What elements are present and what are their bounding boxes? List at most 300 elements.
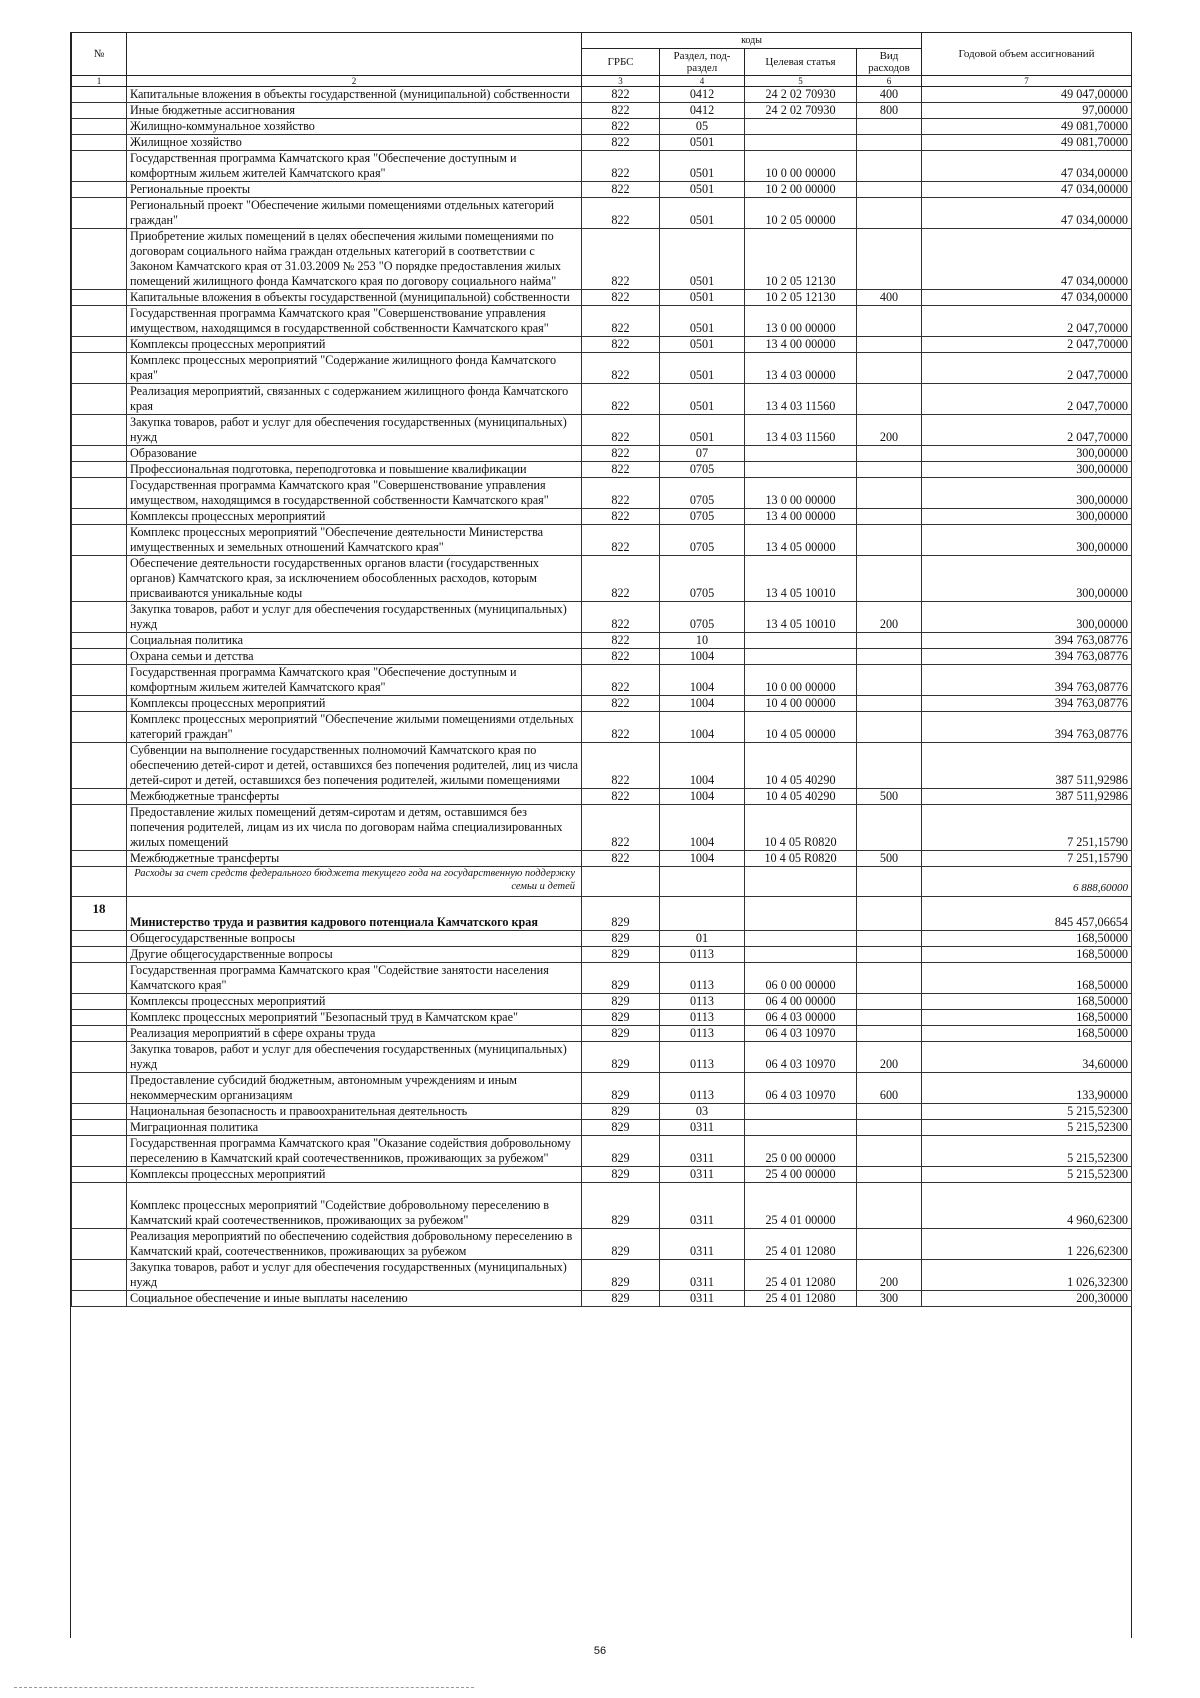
row-section: 0412 xyxy=(660,87,745,103)
row-name: Государственная программа Камчатского края "Совершенствование управления имуществом, находящимся в государственной собственности Камчатского края" xyxy=(127,306,582,337)
row-number xyxy=(72,1042,127,1073)
row-target: 24 2 02 70930 xyxy=(745,103,857,119)
row-grbs: 822 xyxy=(582,665,660,696)
row-exp-type xyxy=(857,446,922,462)
row-target: 06 4 00 00000 xyxy=(745,994,857,1010)
row-target xyxy=(745,947,857,963)
table-row xyxy=(72,712,1132,743)
row-exp-type xyxy=(857,805,922,851)
row-section xyxy=(660,897,745,931)
row-section: 0705 xyxy=(660,462,745,478)
row-target: 13 4 00 00000 xyxy=(745,337,857,353)
row-number xyxy=(72,1026,127,1042)
row-number: 18 xyxy=(72,897,127,931)
index-cell: 4 xyxy=(660,76,745,87)
row-amount: 4 960,62300 xyxy=(922,1183,1132,1229)
row-grbs: 822 xyxy=(582,556,660,602)
row-grbs: 822 xyxy=(582,182,660,198)
row-amount: 845 457,06654 xyxy=(922,897,1132,931)
row-name: Закупка товаров, работ и услуг для обеспечения государственных (муниципальных) нужд xyxy=(127,1042,582,1073)
row-section: 0501 xyxy=(660,151,745,182)
row-name: Жилищно-коммунальное хозяйство xyxy=(127,119,582,135)
table-row xyxy=(72,897,1132,931)
row-number xyxy=(72,743,127,789)
row-target xyxy=(745,633,857,649)
row-amount: 5 215,52300 xyxy=(922,1104,1132,1120)
row-section: 0311 xyxy=(660,1229,745,1260)
index-cell: 3 xyxy=(582,76,660,87)
table-row xyxy=(72,306,1132,337)
row-section: 0501 xyxy=(660,135,745,151)
row-section: 05 xyxy=(660,119,745,135)
row-amount: 49 047,00000 xyxy=(922,87,1132,103)
row-name: Социальное обеспечение и иные выплаты населению xyxy=(127,1291,582,1307)
table-row xyxy=(72,182,1132,198)
row-exp-type: 200 xyxy=(857,602,922,633)
table-row xyxy=(72,1042,1132,1073)
row-section: 1004 xyxy=(660,696,745,712)
row-name: Комплекс процессных мероприятий "Обеспечение деятельности Министерства имущественных и земельных отношений Камчатского края" xyxy=(127,525,582,556)
row-section: 1004 xyxy=(660,805,745,851)
row-amount: 1 226,62300 xyxy=(922,1229,1132,1260)
row-grbs: 822 xyxy=(582,462,660,478)
row-name: Другие общегосударственные вопросы xyxy=(127,947,582,963)
row-name: Региональный проект "Обеспечение жилыми помещениями отдельных категорий граждан" xyxy=(127,198,582,229)
table-row xyxy=(72,290,1132,306)
row-exp-type: 200 xyxy=(857,1042,922,1073)
row-amount: 394 763,08776 xyxy=(922,665,1132,696)
table-row xyxy=(72,851,1132,867)
row-amount: 5 215,52300 xyxy=(922,1167,1132,1183)
row-name: Комплексы процессных мероприятий xyxy=(127,1167,582,1183)
table-row xyxy=(72,743,1132,789)
row-amount: 6 888,60000 xyxy=(922,867,1132,897)
row-target xyxy=(745,1120,857,1136)
row-exp-type xyxy=(857,1183,922,1229)
row-section: 1004 xyxy=(660,665,745,696)
row-amount: 387 511,92986 xyxy=(922,743,1132,789)
row-exp-type xyxy=(857,556,922,602)
row-exp-type xyxy=(857,1167,922,1183)
table-row xyxy=(72,1167,1132,1183)
table-row xyxy=(72,525,1132,556)
header-amount: Годовой объем ассигнований xyxy=(922,33,1132,76)
row-number xyxy=(72,649,127,665)
row-target: 06 0 00 00000 xyxy=(745,963,857,994)
row-amount: 97,00000 xyxy=(922,103,1132,119)
row-number xyxy=(72,384,127,415)
row-section: 0705 xyxy=(660,478,745,509)
table-row xyxy=(72,633,1132,649)
row-exp-type xyxy=(857,963,922,994)
row-name: Комплекс процессных мероприятий "Безопасный труд в Камчатском крае" xyxy=(127,1010,582,1026)
table-body xyxy=(72,87,1132,1307)
row-amount: 394 763,08776 xyxy=(922,712,1132,743)
row-target: 13 4 03 11560 xyxy=(745,415,857,446)
row-target: 10 2 00 00000 xyxy=(745,182,857,198)
row-grbs: 829 xyxy=(582,994,660,1010)
header-target: Целевая статья xyxy=(745,49,857,76)
row-target xyxy=(745,931,857,947)
row-exp-type xyxy=(857,306,922,337)
row-exp-type xyxy=(857,478,922,509)
row-number xyxy=(72,182,127,198)
row-section: 0113 xyxy=(660,994,745,1010)
row-section: 0501 xyxy=(660,290,745,306)
row-name: Комплекс процессных мероприятий "Обеспечение жилыми помещениями отдельных категорий граждан" xyxy=(127,712,582,743)
row-grbs: 829 xyxy=(582,897,660,931)
row-target: 13 0 00 00000 xyxy=(745,306,857,337)
row-amount: 168,50000 xyxy=(922,994,1132,1010)
row-exp-type xyxy=(857,649,922,665)
table-row xyxy=(72,947,1132,963)
table-row xyxy=(72,1104,1132,1120)
row-section: 1004 xyxy=(660,743,745,789)
row-section: 0705 xyxy=(660,525,745,556)
row-number xyxy=(72,602,127,633)
table-row xyxy=(72,649,1132,665)
row-grbs: 829 xyxy=(582,1120,660,1136)
row-grbs: 829 xyxy=(582,1010,660,1026)
table-row xyxy=(72,446,1132,462)
row-target xyxy=(745,462,857,478)
row-name: Реализация мероприятий по обеспечению содействия добровольному переселению в Камчатский край, соотечественников, проживающих за рубежом xyxy=(127,1229,582,1260)
row-exp-type xyxy=(857,135,922,151)
row-target: 10 2 05 00000 xyxy=(745,198,857,229)
row-grbs: 829 xyxy=(582,1026,660,1042)
row-grbs: 829 xyxy=(582,1073,660,1104)
table-row xyxy=(72,353,1132,384)
row-name: Капитальные вложения в объекты государственной (муниципальной) собственности xyxy=(127,290,582,306)
row-name: Закупка товаров, работ и услуг для обеспечения государственных (муниципальных) нужд xyxy=(127,1260,582,1291)
row-amount: 47 034,00000 xyxy=(922,198,1132,229)
row-amount: 300,00000 xyxy=(922,602,1132,633)
row-amount: 49 081,70000 xyxy=(922,119,1132,135)
row-name: Государственная программа Камчатского края "Оказание содействия добровольному переселению в Камчатский край соотечественников, проживающих за рубежом" xyxy=(127,1136,582,1167)
row-number xyxy=(72,229,127,290)
row-exp-type xyxy=(857,151,922,182)
row-amount: 168,50000 xyxy=(922,947,1132,963)
row-target xyxy=(745,135,857,151)
row-exp-type xyxy=(857,337,922,353)
row-target: 13 4 05 10010 xyxy=(745,556,857,602)
row-grbs: 822 xyxy=(582,602,660,633)
row-grbs: 822 xyxy=(582,649,660,665)
row-grbs: 829 xyxy=(582,1183,660,1229)
row-amount: 34,60000 xyxy=(922,1042,1132,1073)
row-target xyxy=(745,119,857,135)
row-grbs: 822 xyxy=(582,151,660,182)
row-number xyxy=(72,789,127,805)
row-number xyxy=(72,1260,127,1291)
row-target: 25 4 00 00000 xyxy=(745,1167,857,1183)
row-name: Комплексы процессных мероприятий xyxy=(127,337,582,353)
row-number xyxy=(72,87,127,103)
index-cell: 1 xyxy=(72,76,127,87)
table-row xyxy=(72,337,1132,353)
row-amount: 300,00000 xyxy=(922,478,1132,509)
row-name: Комплекс процессных мероприятий "Содержание жилищного фонда Камчатского края" xyxy=(127,353,582,384)
row-grbs: 822 xyxy=(582,696,660,712)
header-name xyxy=(127,33,582,76)
row-number xyxy=(72,851,127,867)
row-target: 10 4 05 00000 xyxy=(745,712,857,743)
row-grbs: 829 xyxy=(582,1229,660,1260)
row-section: 1004 xyxy=(660,789,745,805)
row-name: Общегосударственные вопросы xyxy=(127,931,582,947)
row-section: 07 xyxy=(660,446,745,462)
row-name: Государственная программа Камчатского края "Совершенствование управления имуществом, находящимся в государственной собственности Камчатского края" xyxy=(127,478,582,509)
row-number xyxy=(72,1104,127,1120)
row-grbs: 822 xyxy=(582,478,660,509)
row-grbs: 829 xyxy=(582,931,660,947)
header-grbs: ГРБС xyxy=(582,49,660,76)
row-number xyxy=(72,103,127,119)
row-grbs: 822 xyxy=(582,851,660,867)
row-grbs: 822 xyxy=(582,103,660,119)
row-exp-type xyxy=(857,525,922,556)
row-grbs: 822 xyxy=(582,509,660,525)
row-amount: 47 034,00000 xyxy=(922,182,1132,198)
row-number xyxy=(72,805,127,851)
row-exp-type: 600 xyxy=(857,1073,922,1104)
row-name: Субвенции на выполнение государственных полномочий Камчатского края по обеспечению детей-сирот и детей, оставшихся без попечения родителей, лиц из числа детей-сирот и детей, оставшихся без попечения родителей, жилыми помещениями xyxy=(127,743,582,789)
row-section: 0705 xyxy=(660,602,745,633)
row-grbs: 822 xyxy=(582,119,660,135)
row-name: Иные бюджетные ассигнования xyxy=(127,103,582,119)
row-number xyxy=(72,712,127,743)
row-number xyxy=(72,135,127,151)
row-name: Национальная безопасность и правоохранительная деятельность xyxy=(127,1104,582,1120)
row-number xyxy=(72,198,127,229)
row-section: 0501 xyxy=(660,415,745,446)
table-row xyxy=(72,151,1132,182)
row-name: Предоставление субсидий бюджетным, автономным учреждениям и иным некоммерческим организациям xyxy=(127,1073,582,1104)
row-target xyxy=(745,649,857,665)
row-grbs: 829 xyxy=(582,963,660,994)
row-amount: 168,50000 xyxy=(922,1026,1132,1042)
row-exp-type xyxy=(857,931,922,947)
row-target: 13 4 05 10010 xyxy=(745,602,857,633)
row-number xyxy=(72,415,127,446)
row-exp-type xyxy=(857,633,922,649)
table-row xyxy=(72,509,1132,525)
table-row xyxy=(72,1120,1132,1136)
table-row xyxy=(72,1010,1132,1026)
row-amount: 394 763,08776 xyxy=(922,633,1132,649)
row-amount: 2 047,70000 xyxy=(922,337,1132,353)
row-exp-type: 400 xyxy=(857,87,922,103)
row-amount: 5 215,52300 xyxy=(922,1136,1132,1167)
table-row xyxy=(72,1136,1132,1167)
row-target: 06 4 03 10970 xyxy=(745,1073,857,1104)
row-section: 1004 xyxy=(660,851,745,867)
row-number xyxy=(72,462,127,478)
row-exp-type xyxy=(857,743,922,789)
row-amount: 47 034,00000 xyxy=(922,151,1132,182)
row-name: Расходы за счет средств федерального бюджета текущего года на государственную поддержку семьи и детей xyxy=(127,867,582,897)
row-grbs: 822 xyxy=(582,135,660,151)
row-name: Приобретение жилых помещений в целях обеспечения жилыми помещениями по договорам социального найма граждан отдельных категорий в соответствии с Законом Камчатского края от 31.03.2009 № 253 "О порядке предоставления жилых помещений жилищного фонда Камчатского края по договору социального найма" xyxy=(127,229,582,290)
table-row xyxy=(72,384,1132,415)
row-exp-type: 400 xyxy=(857,290,922,306)
budget-table xyxy=(71,32,1132,1307)
row-target: 25 4 01 00000 xyxy=(745,1183,857,1229)
table-row xyxy=(72,87,1132,103)
row-name: Комплексы процессных мероприятий xyxy=(127,509,582,525)
row-name: Комплекс процессных мероприятий "Содействие добровольному переселению в Камчатский край соотечественников, проживающих за рубежом" xyxy=(127,1183,582,1229)
table-row xyxy=(72,229,1132,290)
row-target: 25 0 00 00000 xyxy=(745,1136,857,1167)
row-amount: 168,50000 xyxy=(922,931,1132,947)
row-exp-type xyxy=(857,696,922,712)
row-section: 0113 xyxy=(660,1026,745,1042)
table-row xyxy=(72,602,1132,633)
row-grbs: 829 xyxy=(582,1136,660,1167)
row-name: Комплексы процессных мероприятий xyxy=(127,994,582,1010)
row-name: Закупка товаров, работ и услуг для обеспечения государственных (муниципальных) нужд xyxy=(127,415,582,446)
row-exp-type xyxy=(857,867,922,897)
row-section: 0412 xyxy=(660,103,745,119)
row-number xyxy=(72,556,127,602)
row-target: 10 4 05 40290 xyxy=(745,743,857,789)
row-amount: 200,30000 xyxy=(922,1291,1132,1307)
row-grbs: 829 xyxy=(582,1260,660,1291)
index-cell: 5 xyxy=(745,76,857,87)
row-target: 10 4 05 40290 xyxy=(745,789,857,805)
row-grbs: 822 xyxy=(582,743,660,789)
row-number xyxy=(72,1010,127,1026)
scan-edge-line xyxy=(14,1687,474,1689)
row-grbs: 822 xyxy=(582,805,660,851)
row-amount: 1 026,32300 xyxy=(922,1260,1132,1291)
row-grbs: 822 xyxy=(582,384,660,415)
row-name: Обеспечение деятельности государственных органов власти (государственных органов) Камчатского края, за исключением обособленных расходов, которым присваиваются уникальные коды xyxy=(127,556,582,602)
row-grbs: 822 xyxy=(582,525,660,556)
row-exp-type xyxy=(857,1120,922,1136)
table-row xyxy=(72,805,1132,851)
row-target: 13 4 05 00000 xyxy=(745,525,857,556)
header-number: № xyxy=(72,33,127,76)
row-amount: 2 047,70000 xyxy=(922,384,1132,415)
row-target: 13 0 00 00000 xyxy=(745,478,857,509)
table-row xyxy=(72,1183,1132,1229)
row-section: 03 xyxy=(660,1104,745,1120)
row-grbs: 822 xyxy=(582,290,660,306)
row-section: 0113 xyxy=(660,1073,745,1104)
table-row xyxy=(72,1291,1132,1307)
row-section: 0311 xyxy=(660,1183,745,1229)
row-section: 0501 xyxy=(660,182,745,198)
row-target xyxy=(745,446,857,462)
row-section: 0705 xyxy=(660,509,745,525)
table-row xyxy=(72,696,1132,712)
row-amount: 5 215,52300 xyxy=(922,1120,1132,1136)
row-exp-type xyxy=(857,509,922,525)
row-grbs: 822 xyxy=(582,446,660,462)
table-row xyxy=(72,867,1132,897)
row-grbs: 822 xyxy=(582,353,660,384)
row-exp-type xyxy=(857,462,922,478)
row-exp-type xyxy=(857,119,922,135)
page-number: 56 xyxy=(593,1645,607,1657)
row-target: 25 4 01 12080 xyxy=(745,1260,857,1291)
header-section: Раздел, под-раздел xyxy=(660,49,745,76)
row-name: Реализация мероприятий, связанных с содержанием жилищного фонда Камчатского края xyxy=(127,384,582,415)
row-exp-type xyxy=(857,897,922,931)
row-number xyxy=(72,1136,127,1167)
row-name: Межбюджетные трансферты xyxy=(127,851,582,867)
row-name: Профессиональная подготовка, переподготовка и повышение квалификации xyxy=(127,462,582,478)
row-exp-type xyxy=(857,1229,922,1260)
row-grbs: 822 xyxy=(582,306,660,337)
row-exp-type xyxy=(857,1136,922,1167)
row-amount: 2 047,70000 xyxy=(922,353,1132,384)
row-amount: 300,00000 xyxy=(922,509,1132,525)
row-target xyxy=(745,897,857,931)
row-section: 0311 xyxy=(660,1120,745,1136)
table-row xyxy=(72,415,1132,446)
row-amount: 7 251,15790 xyxy=(922,851,1132,867)
row-number xyxy=(72,525,127,556)
row-name: Государственная программа Камчатского края "Содействие занятости населения Камчатского края" xyxy=(127,963,582,994)
row-section: 0501 xyxy=(660,198,745,229)
row-target: 10 2 05 12130 xyxy=(745,229,857,290)
row-exp-type: 500 xyxy=(857,789,922,805)
index-cell: 2 xyxy=(127,76,582,87)
row-grbs: 822 xyxy=(582,87,660,103)
row-exp-type: 200 xyxy=(857,415,922,446)
row-number xyxy=(72,696,127,712)
row-name: Жилищное хозяйство xyxy=(127,135,582,151)
row-target: 06 4 03 10970 xyxy=(745,1042,857,1073)
row-target: 13 4 03 00000 xyxy=(745,353,857,384)
index-cell: 7 xyxy=(922,76,1132,87)
row-name: Образование xyxy=(127,446,582,462)
row-target: 25 4 01 12080 xyxy=(745,1229,857,1260)
row-target: 10 2 05 12130 xyxy=(745,290,857,306)
row-grbs: 822 xyxy=(582,789,660,805)
row-name: Охрана семьи и детства xyxy=(127,649,582,665)
row-grbs: 822 xyxy=(582,712,660,743)
row-grbs: 822 xyxy=(582,415,660,446)
row-exp-type xyxy=(857,1104,922,1120)
row-amount: 394 763,08776 xyxy=(922,696,1132,712)
table-row xyxy=(72,135,1132,151)
index-cell: 6 xyxy=(857,76,922,87)
row-section: 0705 xyxy=(660,556,745,602)
row-section: 0501 xyxy=(660,229,745,290)
row-amount: 49 081,70000 xyxy=(922,135,1132,151)
row-target: 10 0 00 00000 xyxy=(745,665,857,696)
table-row xyxy=(72,1073,1132,1104)
row-exp-type xyxy=(857,1010,922,1026)
row-grbs: 822 xyxy=(582,198,660,229)
row-target xyxy=(745,1104,857,1120)
row-section: 0501 xyxy=(660,337,745,353)
row-exp-type xyxy=(857,353,922,384)
row-exp-type xyxy=(857,665,922,696)
row-number xyxy=(72,665,127,696)
row-grbs: 822 xyxy=(582,633,660,649)
table-row xyxy=(72,103,1132,119)
row-name: Социальная политика xyxy=(127,633,582,649)
row-name: Министерство труда и развития кадрового потенциала Камчатского края xyxy=(127,897,582,931)
row-name: Государственная программа Камчатского края "Обеспечение доступным и комфортным жильем жителей Камчатского края" xyxy=(127,665,582,696)
row-number xyxy=(72,633,127,649)
row-exp-type xyxy=(857,229,922,290)
row-amount: 2 047,70000 xyxy=(922,415,1132,446)
